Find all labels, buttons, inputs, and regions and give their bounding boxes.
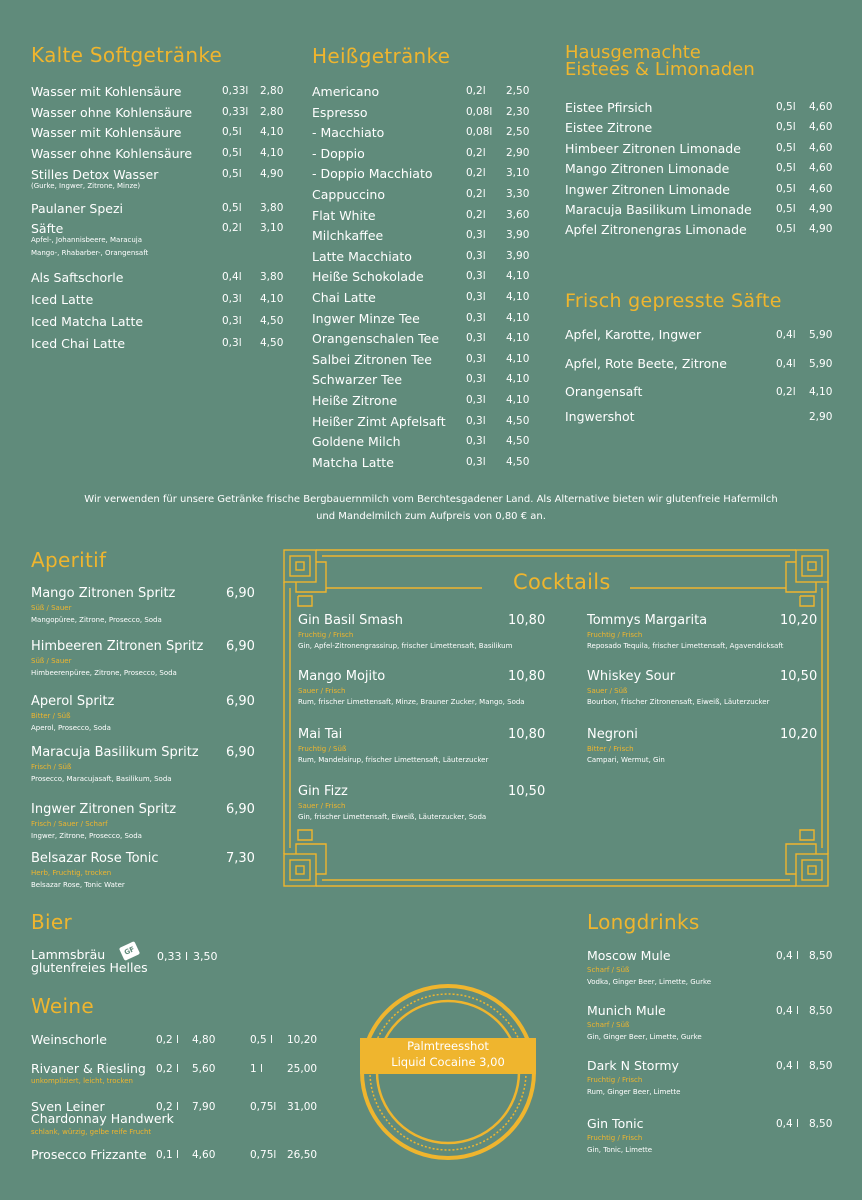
saefte-item-price: 4,10 [809, 386, 833, 398]
aperitif-item-name: Aperol Spritz [31, 694, 115, 709]
heiss-item-price: 4,50 [506, 414, 530, 427]
heiss-item-name: Cappuccino [312, 187, 385, 202]
milk-note [0, 491, 862, 525]
heiss-item-size: 0,2l [466, 208, 486, 221]
shot-badge-seal [358, 972, 538, 1172]
kalte-item-price: 2,80 [260, 106, 284, 118]
heiss-item-size: 0,2l [466, 167, 486, 180]
kalte-item-price: 4,50 [260, 337, 284, 349]
cocktail-item-price: 10,50 [508, 784, 546, 799]
longdrink-item-desc: Rum, Ginger Beer, Limette [587, 1088, 681, 1096]
longdrink-item-desc: Vodka, Ginger Beer, Limette, Gurke [587, 978, 712, 986]
wine-item-size2: 0,75l [250, 1101, 277, 1113]
saefte-item-name: Ingwershot [565, 409, 635, 424]
heiss-item-price: 4,10 [506, 352, 530, 365]
longdrink-item-price: 8,50 [809, 1118, 833, 1130]
longdrink-item-name: Moscow Mule [587, 948, 671, 963]
kalte-item-price: 3,80 [260, 271, 284, 283]
wine-item-price1: 4,60 [192, 1149, 216, 1161]
heiss-item-name: - Doppio Macchiato [312, 166, 433, 182]
heiss-item-name: Chai Latte [312, 290, 376, 305]
eistee-item-price: 4,90 [809, 223, 833, 236]
longdrink-item-name: Munich Mule [587, 1003, 666, 1018]
heiss-item-price: 3,10 [506, 167, 530, 180]
section-title-saefte: Frisch gepresste Säfte [565, 290, 782, 312]
longdrink-item-name: Gin Tonic [587, 1116, 644, 1131]
cocktail-item-price: 10,50 [780, 669, 818, 684]
kalte-item-size: 0,33l [222, 85, 249, 97]
heiss-item-name: Goldene Milch [312, 434, 401, 450]
wine-item-name: Weinschorle [31, 1032, 107, 1047]
eistee-item-name: Mango Zitronen Limonade [565, 161, 730, 177]
wine-item-price1: 5,60 [192, 1063, 216, 1075]
kalte-item-size: 0,5l [222, 202, 242, 214]
longdrink-item-size: 0,4 l [776, 1118, 799, 1130]
heiss-item-name: Salbei Zitronen Tee [312, 351, 432, 367]
wine-item-price1: 4,80 [192, 1034, 216, 1046]
eistee-item-size: 0,5l [776, 121, 796, 134]
kalte-item-price: 4,50 [260, 315, 284, 327]
saefte-item-name: Apfel, Rote Beete, Zitrone [565, 356, 727, 371]
kalte-item-name: Paulaner Spezi [31, 201, 124, 216]
section-title-eistee-line1: Hausgemachte [565, 42, 701, 63]
eistee-item-size: 0,5l [776, 223, 796, 236]
cocktail-item-name: Tommys Margarita [587, 613, 708, 628]
aperitif-item-price: 6,90 [226, 586, 255, 601]
cocktail-item-name: Mai Tai [298, 727, 343, 742]
heiss-item-name: Matcha Latte [312, 454, 394, 470]
kalte-item-price: 4,10 [260, 147, 284, 159]
cocktail-item-price: 10,80 [508, 669, 546, 684]
wine-item-size2: 0,75l [250, 1149, 277, 1161]
corner-ornament-bl [284, 844, 326, 886]
section-title-heiss: Heißgetränke [312, 44, 451, 68]
heiss-item-price: 2,30 [506, 105, 530, 118]
aperitif-item-name: Maracuja Basilikum Spritz [31, 745, 199, 760]
aperitif-item-tag: Frisch / Sauer / Scharf [31, 820, 108, 828]
heiss-item-price: 3,90 [506, 249, 530, 262]
heiss-item-size: 0,2l [466, 188, 486, 200]
section-title-eistee-line2: Eistees & Limonaden [565, 59, 755, 80]
eistee-item-size: 0,5l [776, 141, 796, 154]
longdrink-item-price: 8,50 [809, 1005, 833, 1017]
cocktail-item-price: 10,80 [508, 613, 546, 628]
kalte-item-price: 3,10 [260, 222, 284, 234]
wine-item-size1: 0,2 l [156, 1034, 179, 1046]
longdrink-item-tag: Fruchtig / Frisch [587, 1076, 643, 1084]
section-title-kalte: Kalte Softgetränke [31, 43, 223, 67]
corner-ornament-br [786, 844, 828, 886]
cocktail-item-desc: Gin, frischer Limettensaft, Eiweiß, Läuterzucker, Soda [298, 813, 487, 821]
saefte-item-size: 0,2l [776, 386, 796, 398]
heiss-item-name: Heiße Zitrone [312, 393, 398, 408]
aperitif-item-name: Himbeeren Zitronen Spritz [31, 639, 204, 654]
wine-item-tag: schlank, würzig, gelbe reife Frucht [31, 1128, 152, 1136]
shot-banner [360, 1038, 536, 1070]
heiss-item-price: 2,50 [506, 85, 530, 97]
heiss-item-size: 0,3l [466, 394, 486, 406]
cocktail-item-tag: Bitter / Frisch [587, 745, 634, 753]
corner-ornament-tl [284, 550, 326, 592]
aperitif-item-name: Ingwer Zitronen Spritz [31, 802, 177, 817]
saefte-item-price: 5,90 [809, 358, 833, 370]
cocktail-item-price: 10,20 [780, 727, 818, 742]
cocktail-item-name: Mango Mojito [298, 669, 386, 684]
saefte-item-name: Orangensaft [565, 384, 643, 399]
kalte-item-name: Wasser mit Kohlensäure [31, 125, 182, 140]
kalte-item-size: 0,5l [222, 147, 242, 159]
kalte-item-name: Iced Matcha Latte [31, 314, 144, 329]
bier-size: 0,33 l [157, 950, 189, 963]
heiss-item-price: 3,60 [506, 208, 530, 221]
heiss-item-price: 3,30 [506, 188, 530, 200]
saefte-item-size: 0,4l [776, 329, 796, 341]
heiss-item-size: 0,08l [466, 105, 493, 118]
eistee-item-size: 0,5l [776, 101, 796, 113]
heiss-item-name: Heiße Schokolade [312, 269, 424, 285]
longdrink-item-size: 0,4 l [776, 950, 799, 962]
wine-item-price2: 10,20 [287, 1034, 318, 1046]
wine-item-tag: unkompliziert, leicht, trocken [31, 1077, 133, 1085]
cocktail-item-name: Gin Basil Smash [298, 613, 403, 628]
cocktail-item-name: Gin Fizz [298, 784, 348, 799]
heiss-item-name: Americano [312, 84, 380, 99]
saefte-item-price: 5,90 [809, 329, 833, 341]
cocktail-item-name: Whiskey Sour [587, 669, 676, 684]
kalte-item-price: 4,90 [260, 168, 284, 180]
eistee-item-price: 4,60 [809, 121, 833, 134]
eistee-item-price: 4,60 [809, 182, 833, 195]
cocktail-item-tag: Sauer / Süß [587, 687, 628, 695]
kalte-item-size: 0,3l [222, 315, 242, 327]
kalte-item-name: Iced Chai Latte [31, 336, 126, 351]
eistee-item-name: Apfel Zitronengras Limonade [565, 222, 747, 238]
cocktail-item-desc: Rum, frischer Limettensaft, Minze, Brauner Zucker, Mango, Soda [298, 698, 525, 706]
heiss-item-size: 0,3l [466, 291, 486, 303]
heiss-item-size: 0,3l [466, 435, 486, 448]
longdrink-item-price: 8,50 [809, 1060, 833, 1072]
heiss-item-price: 4,10 [506, 394, 530, 406]
longdrink-item-tag: Scharf / Süß [587, 966, 630, 974]
heiss-item-name: - Doppio [312, 145, 365, 161]
wine-item-price1: 7,90 [192, 1101, 216, 1113]
heiss-item-size: 0,3l [466, 229, 486, 242]
heiss-item-size: 0,3l [466, 332, 486, 345]
aperitif-item-tag: Herb, Fruchtig, trocken [31, 869, 112, 877]
heiss-item-name: Milchkaffee [312, 228, 384, 244]
kalte-item-size: 0,33l [222, 106, 249, 118]
cocktails-frame [282, 548, 830, 888]
wine-item-price2: 25,00 [287, 1063, 318, 1075]
heiss-item-name: Espresso [312, 104, 368, 120]
kalte-item-name: Wasser ohne Kohlensäure [31, 105, 193, 120]
eistee-item-size: 0,5l [776, 203, 796, 215]
bier-price: 3,50 [193, 950, 218, 963]
aperitif-item-tag: Frisch / Süß [31, 763, 72, 771]
corner-ornament-tr [786, 550, 828, 592]
heiss-item-price: 3,90 [506, 229, 530, 242]
eistee-item-size: 0,5l [776, 162, 796, 175]
shot-line1: Palmtreesshot [407, 1039, 489, 1053]
cocktails-title: Cocktails [513, 570, 611, 594]
heiss-item-size: 0,3l [466, 249, 486, 262]
heiss-item-price: 2,90 [506, 146, 530, 159]
section-title-weine: Weine [31, 994, 94, 1018]
milk-note-line1: Wir verwenden für unsere Getränke frische Bergbauernmilch vom Berchtesgadener Land. Als Alternative bieten wir glutenfreie Hafermilch [84, 494, 778, 505]
cocktail-item-tag: Fruchtig / Frisch [298, 631, 354, 639]
eistee-item-price: 4,60 [809, 162, 833, 175]
cocktail-item-tag: Fruchtig / Frisch [587, 631, 643, 639]
longdrink-item-price: 8,50 [809, 950, 833, 962]
saefte-item-size: 0,4l [776, 358, 796, 370]
kalte-item-price: 3,80 [260, 202, 284, 214]
heiss-item-price: 4,10 [506, 291, 530, 303]
aperitif-item-desc: Prosecco, Maracujasaft, Basilikum, Soda [31, 775, 172, 783]
kalte-item-name: Wasser mit Kohlensäure [31, 84, 182, 99]
cocktail-item-name: Negroni [587, 727, 638, 742]
bier-name-line2: glutenfreies Helles [31, 960, 148, 975]
aperitif-item-price: 6,90 [226, 802, 255, 817]
heiss-item-size: 0,3l [466, 373, 486, 386]
gluten-free-badge-icon: GF [119, 941, 140, 961]
heiss-item-price: 4,10 [506, 332, 530, 345]
cocktail-item-desc: Campari, Wermut, Gin [587, 756, 665, 764]
eistee-item-name: Maracuja Basilikum Limonade [565, 202, 752, 217]
kalte-item-size: 0,5l [222, 168, 242, 180]
kalte-item-sub2: Mango-, Rhabarber-, Orangensaft [31, 249, 149, 257]
saefte-item-price: 2,90 [809, 411, 833, 423]
heiss-item-size: 0,08l [466, 126, 493, 139]
eistee-item-price: 4,60 [809, 101, 833, 113]
aperitif-item-tag: Süß / Sauer [31, 657, 72, 665]
heiss-item-name: Schwarzer Tee [312, 372, 403, 388]
heiss-item-price: 2,50 [506, 126, 530, 139]
kalte-item-price: 4,10 [260, 293, 284, 305]
kalte-item-price: 4,10 [260, 126, 284, 138]
cocktail-item-price: 10,80 [508, 727, 546, 742]
kalte-item-name: Wasser ohne Kohlensäure [31, 146, 193, 161]
wine-item-size1: 0,2 l [156, 1101, 179, 1113]
wine-item-size2: 1 l [250, 1063, 263, 1075]
eistee-item-name: Eistee Pfirsich [565, 100, 653, 115]
aperitif-item-price: 6,90 [226, 639, 255, 654]
heiss-item-name: Flat White [312, 207, 376, 223]
aperitif-item-desc: Ingwer, Zitrone, Prosecco, Soda [31, 832, 142, 840]
eistee-item-name: Eistee Zitrone [565, 120, 653, 136]
aperitif-item-price: 6,90 [226, 694, 255, 709]
heiss-item-size: 0,3l [466, 414, 486, 427]
aperitif-item-desc: Mangopüree, Zitrone, Prosecco, Soda [31, 616, 162, 624]
eistee-item-price: 4,90 [809, 203, 833, 215]
kalte-item-sub: (Gurke, Ingwer, Zitrone, Minze) [31, 182, 141, 190]
cocktail-item-tag: Sauer / Frisch [298, 802, 346, 810]
heiss-item-size: 0,2l [466, 85, 486, 97]
kalte-item-size: 0,3l [222, 337, 242, 349]
wine-item-size2: 0,5 l [250, 1034, 273, 1046]
cocktail-item-tag: Sauer / Frisch [298, 687, 346, 695]
kalte-item-size: 0,2l [222, 222, 242, 234]
aperitif-item-tag: Süß / Sauer [31, 604, 72, 612]
eistee-item-price: 4,60 [809, 141, 833, 154]
heiss-item-name: Heißer Zimt Apfelsaft [312, 413, 446, 429]
section-title-bier: Bier [31, 910, 73, 934]
milk-note-line2: und Mandelmilch zum Aufpreis von 0,80 € an. [316, 511, 546, 522]
longdrink-item-name: Dark N Stormy [587, 1058, 679, 1073]
cocktail-item-tag: Fruchtig / Süß [298, 745, 347, 753]
aperitif-item-name: Mango Zitronen Spritz [31, 586, 176, 601]
wine-item-size1: 0,2 l [156, 1063, 179, 1075]
heiss-item-size: 0,3l [466, 311, 486, 324]
wine-item-price2: 26,50 [287, 1149, 318, 1161]
section-title-longdrinks: Longdrinks [587, 910, 700, 934]
heiss-item-price: 4,50 [506, 455, 530, 468]
cocktail-item-desc: Bourbon, frischer Zitronensaft, Eiweiß, Läuterzucker [587, 698, 770, 706]
kalte-item-sub: Apfel-, Johannisbeere, Maracuja [31, 236, 143, 244]
bier-name-line1: Lammsbräu [31, 947, 106, 962]
aperitif-item-price: 6,90 [226, 745, 255, 760]
heiss-item-size: 0,3l [466, 352, 486, 365]
section-title-eistee [565, 44, 755, 78]
heiss-item-size: 0,2l [466, 146, 486, 159]
cocktail-item-desc: Reposado Tequila, frischer Limettensaft, Agavendicksaft [587, 642, 784, 650]
aperitif-item-desc: Belsazar Rose, Tonic Water [31, 881, 125, 889]
eistee-item-name: Himbeer Zitronen Limonade [565, 140, 741, 156]
kalte-item-name: Säfte [31, 221, 64, 236]
wine-item-size1: 0,1 l [156, 1149, 179, 1161]
aperitif-item-desc: Aperol, Prosecco, Soda [31, 724, 111, 732]
heiss-item-name: Ingwer Minze Tee [312, 310, 420, 326]
longdrink-item-tag: Scharf / Süß [587, 1021, 630, 1029]
cocktail-item-desc: Rum, Mandelsirup, frischer Limettensaft, Läuterzucker [298, 756, 489, 764]
heiss-item-price: 4,10 [506, 270, 530, 283]
heiss-item-size: 0,3l [466, 270, 486, 283]
wine-item-name: Prosecco Frizzante [31, 1147, 147, 1162]
wine-item-name: Rivaner & Riesling [31, 1061, 146, 1076]
section-title-aperitif: Aperitif [31, 548, 107, 572]
kalte-item-size: 0,4l [222, 271, 242, 283]
longdrink-item-desc: Gin, Tonic, Limette [587, 1146, 653, 1154]
wine-item-name2: Chardonnay Handwerk [31, 1111, 174, 1126]
heiss-item-price: 4,10 [506, 373, 530, 386]
eistee-item-size: 0,5l [776, 182, 796, 195]
kalte-item-name: Als Saftschorle [31, 270, 124, 285]
kalte-item-name: Iced Latte [31, 292, 94, 307]
kalte-item-size: 0,5l [222, 126, 242, 138]
cocktail-item-price: 10,20 [780, 613, 818, 628]
shot-line2: Liquid Cocaine 3,00 [391, 1055, 505, 1069]
eistee-item-name: Ingwer Zitronen Limonade [565, 181, 730, 197]
cocktail-item-desc: Gin, Apfel-Zitronengrassirup, frischer Limettensaft, Basilikum [298, 642, 513, 650]
heiss-item-name: Orangenschalen Tee [312, 331, 440, 347]
heiss-item-price: 4,10 [506, 311, 530, 324]
saefte-item-name: Apfel, Karotte, Ingwer [565, 327, 702, 342]
aperitif-item-desc: Himbeerenpüree, Zitrone, Prosecco, Soda [31, 669, 177, 677]
longdrink-item-size: 0,4 l [776, 1005, 799, 1017]
heiss-item-size: 0,3l [466, 455, 486, 468]
longdrink-item-desc: Gin, Ginger Beer, Limette, Gurke [587, 1033, 702, 1041]
wine-item-name: Sven Leiner [31, 1099, 105, 1114]
wine-item-price2: 31,00 [287, 1101, 318, 1113]
aperitif-item-name: Belsazar Rose Tonic [31, 851, 159, 866]
heiss-item-name: Latte Macchiato [312, 248, 412, 264]
longdrink-item-tag: Fruchtig / Frisch [587, 1134, 643, 1142]
aperitif-item-tag: Bitter / Süß [31, 712, 71, 720]
kalte-item-price: 2,80 [260, 85, 284, 97]
kalte-item-name: Stilles Detox Wasser [31, 167, 159, 182]
aperitif-item-price: 7,30 [226, 851, 255, 866]
longdrink-item-size: 0,4 l [776, 1060, 799, 1072]
heiss-item-price: 4,50 [506, 435, 530, 448]
heiss-item-name: - Macchiato [312, 125, 385, 141]
kalte-item-size: 0,3l [222, 293, 242, 305]
